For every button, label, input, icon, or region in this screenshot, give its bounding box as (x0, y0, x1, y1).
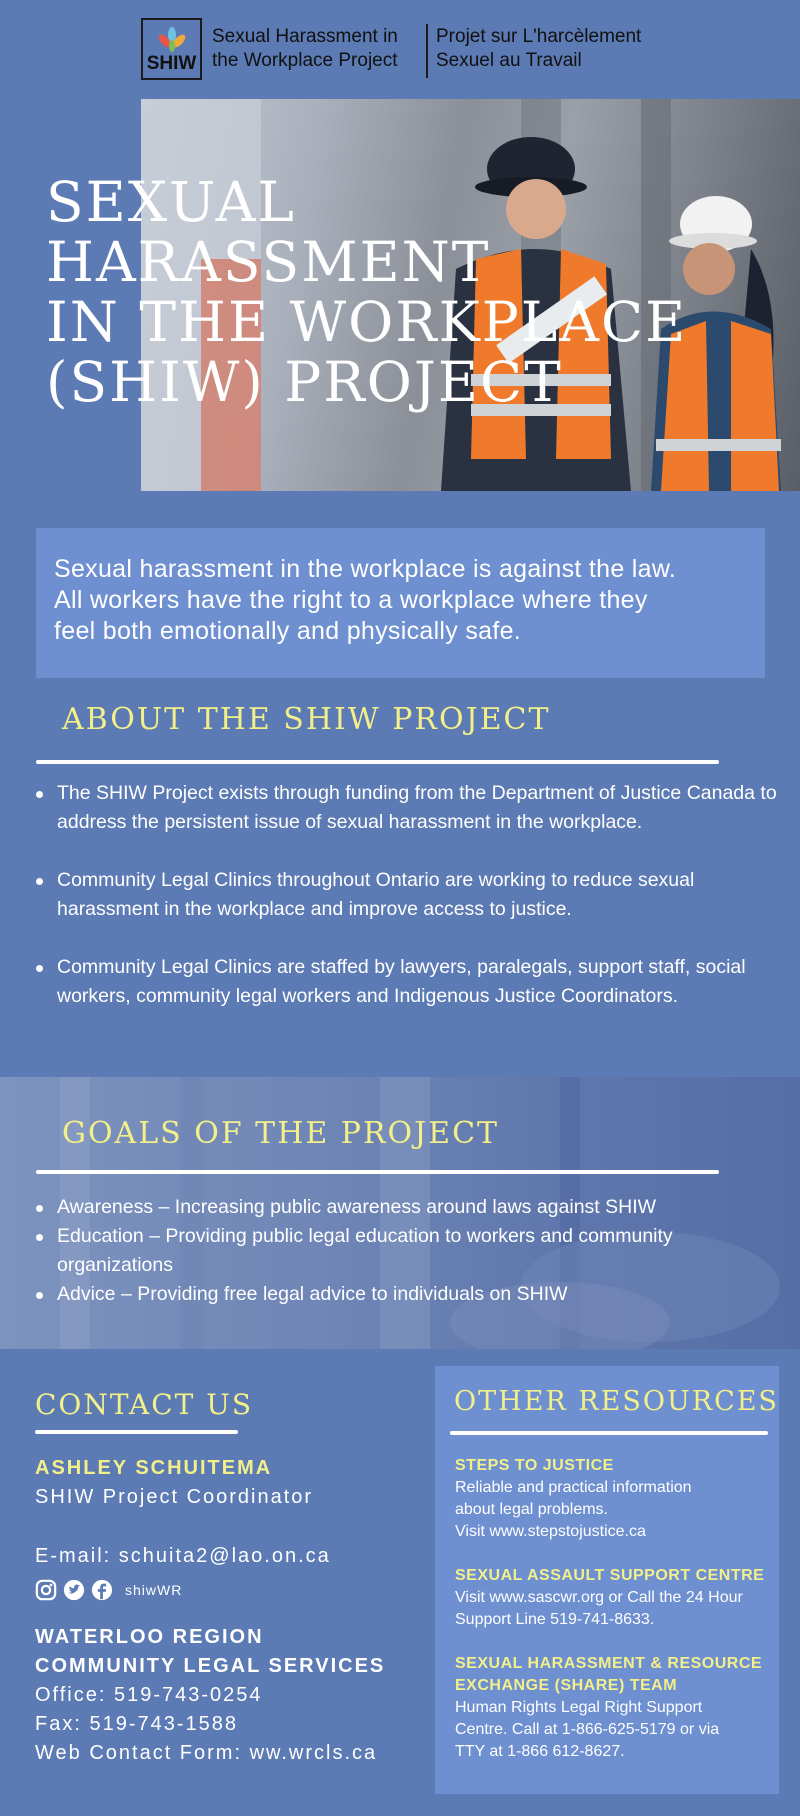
goals-list-item: Advice – Providing free legal advice to individuals on SHIW (36, 1280, 786, 1309)
resources-title: OTHER RESOURCES (454, 1386, 779, 1417)
about-list-item: Community Legal Clinics throughout Ontario are working to reduce sexual harassment in the workplace and improve access to justice. (36, 866, 786, 924)
resource-text-line[interactable]: Visit www.sascwr.org or Call the 24 Hour (455, 1589, 743, 1606)
header-title-en-line: the Workplace Project (212, 50, 398, 71)
resource-heading: SEXUAL ASSAULT SUPPORT CENTRE (455, 1567, 765, 1584)
org-name-line1: WATERLOO REGION (35, 1626, 264, 1648)
resource-text (455, 1477, 775, 1543)
contact-role: SHIW Project Coordinator (35, 1486, 314, 1508)
hero-title-line: HARASSMENT (46, 230, 491, 294)
goals-list-item: Education – Providing public legal education to workers and community organizations (36, 1222, 786, 1280)
resource-text-line[interactable]: Visit www.stepstojustice.ca (455, 1523, 646, 1540)
resource-heading: STEPS TO JUSTICE (455, 1457, 614, 1474)
resource-text-line: TTY at 1-866 612-8627. (455, 1743, 625, 1760)
facebook-icon[interactable] (91, 1579, 113, 1601)
contact-email[interactable]: E-mail: schuita2@lao.on.ca (35, 1545, 331, 1567)
social-handle: shiwWR (125, 1582, 183, 1598)
hero-title-line: (SHIW) PROJECT (46, 350, 563, 414)
flower-logo-icon (157, 26, 187, 54)
goals-list (36, 1193, 786, 1309)
header-title-fr (436, 25, 676, 73)
resource-text-line: Centre. Call at 1-866-625-5179 or via (455, 1721, 720, 1738)
resource-heading-line: SEXUAL HARASSMENT & RESOURCE (455, 1655, 763, 1672)
header-title-en-line: Sexual Harassment in (212, 26, 398, 47)
goals-rule (36, 1170, 719, 1174)
intro-text-line: Sexual harassment in the workplace is against the law. (54, 555, 677, 583)
about-list (36, 779, 786, 1011)
resource-text-line: about legal problems. (455, 1501, 608, 1518)
resource-heading-line: EXCHANGE (SHARE) TEAM (455, 1677, 678, 1694)
contact-name: ASHLEY SCHUITEMA (35, 1457, 273, 1479)
header-title-fr-line: Projet sur L'harcèlement (436, 26, 642, 47)
header (0, 0, 800, 98)
twitter-icon[interactable] (63, 1579, 85, 1601)
resources-rule (450, 1431, 768, 1435)
resource-heading (455, 1653, 762, 1697)
hero-title-line: SEXUAL (46, 170, 296, 234)
header-title-en (212, 25, 422, 73)
shiw-logo (141, 18, 202, 80)
resource-text-line: Human Rights Legal Right Support (455, 1699, 703, 1716)
logo-text: SHIW (146, 53, 197, 74)
hero-title-line: IN THE WORKPLACE (46, 290, 688, 354)
contact-web-form[interactable]: Web Contact Form: ww.wrcls.ca (35, 1742, 378, 1764)
goals-title: GOALS OF THE PROJECT (62, 1116, 500, 1151)
about-list-item: Community Legal Clinics are staffed by lawyers, paralegals, support staff, social workers, community legal workers and Indigenous Justice Coordinators. (36, 953, 786, 1011)
contact-rule (35, 1430, 238, 1434)
resource-text (455, 1587, 775, 1631)
resource-text-line: Reliable and practical information (455, 1479, 692, 1496)
about-list-item: The SHIW Project exists through funding from the Department of Justice Canada to address the persistent issue of sexual harassment in the workplace. (36, 779, 786, 837)
about-title: ABOUT THE SHIW PROJECT (62, 702, 551, 737)
about-rule (36, 760, 719, 764)
contact-title: CONTACT US (35, 1388, 254, 1421)
intro-text (54, 554, 747, 647)
header-title-fr-line: Sexuel au Travail (436, 50, 582, 71)
contact-office-phone: Office: 519-743-0254 (35, 1684, 263, 1706)
instagram-icon[interactable] (35, 1579, 57, 1601)
social-links (35, 1579, 182, 1601)
resource-text-line: Support Line 519-741-8633. (455, 1611, 655, 1628)
resource-text (455, 1697, 775, 1763)
contact-fax: Fax: 519-743-1588 (35, 1713, 239, 1735)
hero-title (46, 172, 766, 412)
goals-list-item: Awareness – Increasing public awareness around laws against SHIW (36, 1193, 786, 1222)
intro-panel (36, 528, 765, 678)
header-divider (426, 24, 428, 78)
intro-text-line: All workers have the right to a workplace where they (54, 586, 648, 614)
intro-text-line: feel both emotionally and physically safe. (54, 617, 522, 645)
org-name-line2: COMMUNITY LEGAL SERVICES (35, 1655, 386, 1677)
